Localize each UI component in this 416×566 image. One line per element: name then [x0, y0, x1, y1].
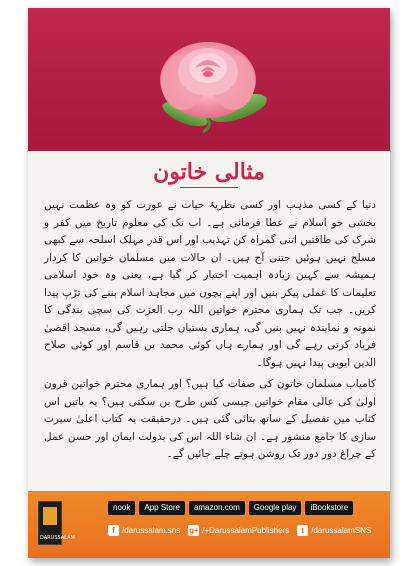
googleplus-icon: g+: [188, 525, 199, 535]
social-links: [108, 523, 371, 537]
store-badge-appstore[interactable]: App Store: [139, 501, 185, 515]
bottom-band: [28, 491, 390, 558]
social-twitter-label: /darussalamSNS: [311, 525, 372, 535]
cover-title: مثالی خاتون: [153, 159, 265, 185]
book-back-cover: [28, 8, 390, 558]
top-band: [28, 8, 390, 151]
store-badge-amazon[interactable]: amazon.com: [189, 501, 245, 515]
social-facebook-label: /darussalam.sns: [122, 525, 181, 535]
facebook-icon: f: [108, 525, 119, 536]
social-facebook[interactable]: [108, 525, 180, 536]
store-badge-ibookstore[interactable]: iBookstore: [305, 501, 353, 515]
title-underline: [180, 187, 238, 188]
description-panel: [28, 151, 390, 491]
store-badge-googleplay[interactable]: Google play: [249, 501, 302, 515]
twitter-icon: t: [297, 525, 308, 536]
publisher-mark-icon: [43, 507, 57, 525]
publisher-logo: [38, 501, 75, 545]
description-text: [44, 197, 376, 468]
store-badges: [108, 501, 353, 515]
description-paragraph-1: دنیا کے کسی مذہب اور کسی نظریۂ حیات نے عورت کو وہ عظمت نہیں بخشی جو اسلام نے عطا فرمائی ہے۔ اب تک کی معلوم تاریخ میں کفر و شرک کی طاقتیں اتنی گمراہ کن تہذیب اور اس قدر مہلک اسلحہ سے کبھی مسلح نہیں ہوئیں جتنی آج ہیں۔ ان حالات میں مسلمان خواتین کا کردار ہمیشہ سے کہیں زیادہ اہمیت اختیار کر گیا ہے، یعنی وہ خود اسلامی تعلیمات کا عملی پیکر بنیں اور اپنے بچوں میں مجاہد اسلام بننے کی تڑپ پیدا کریں۔ جب تک ہماری محترم خواتین اللہ رب العزت کی سچی بندگی کا نمونہ و نمایندہ نہیں بنیں گی، ہماری بستیاں جلتی رہیں گی، مسجد اقصیٰ فریاد کرتی رہے گی اور ہمارے ہاں کوئی محمد بن قاسم اور کوئی صلاح الدین ایوبی پیدا نہیں ہوگا۔: [44, 199, 376, 369]
social-googleplus-label: /+DarussalamPublishers: [202, 525, 290, 535]
social-googleplus[interactable]: [188, 525, 289, 536]
store-badge-nook[interactable]: nook: [108, 501, 135, 515]
publisher-logo-text: DARUSSALAM: [40, 535, 75, 541]
rose-image: [143, 22, 273, 134]
description-paragraph-2: کامیاب مسلمان خاتون کی صفات کیا ہیں؟ اور ہماری محترم خواتین قرون اولیٰ کی عالی مقام خواتین جیسی کس طرح بن سکتی ہیں؟ یہ باتیں اس کتاب میں تفصیل کے ساتھ بتائی گئی ہیں۔ درحقیقت یہ کتاب اعلیٰ سیرت سازی کا جامع منشور ہے۔ ان شاء اللہ اس کی بدولت ایمان اور حسن عمل کے چراغ دور دور تک روشن ہوتے چلے جائیں گے۔: [44, 378, 376, 460]
social-twitter[interactable]: [297, 525, 371, 536]
